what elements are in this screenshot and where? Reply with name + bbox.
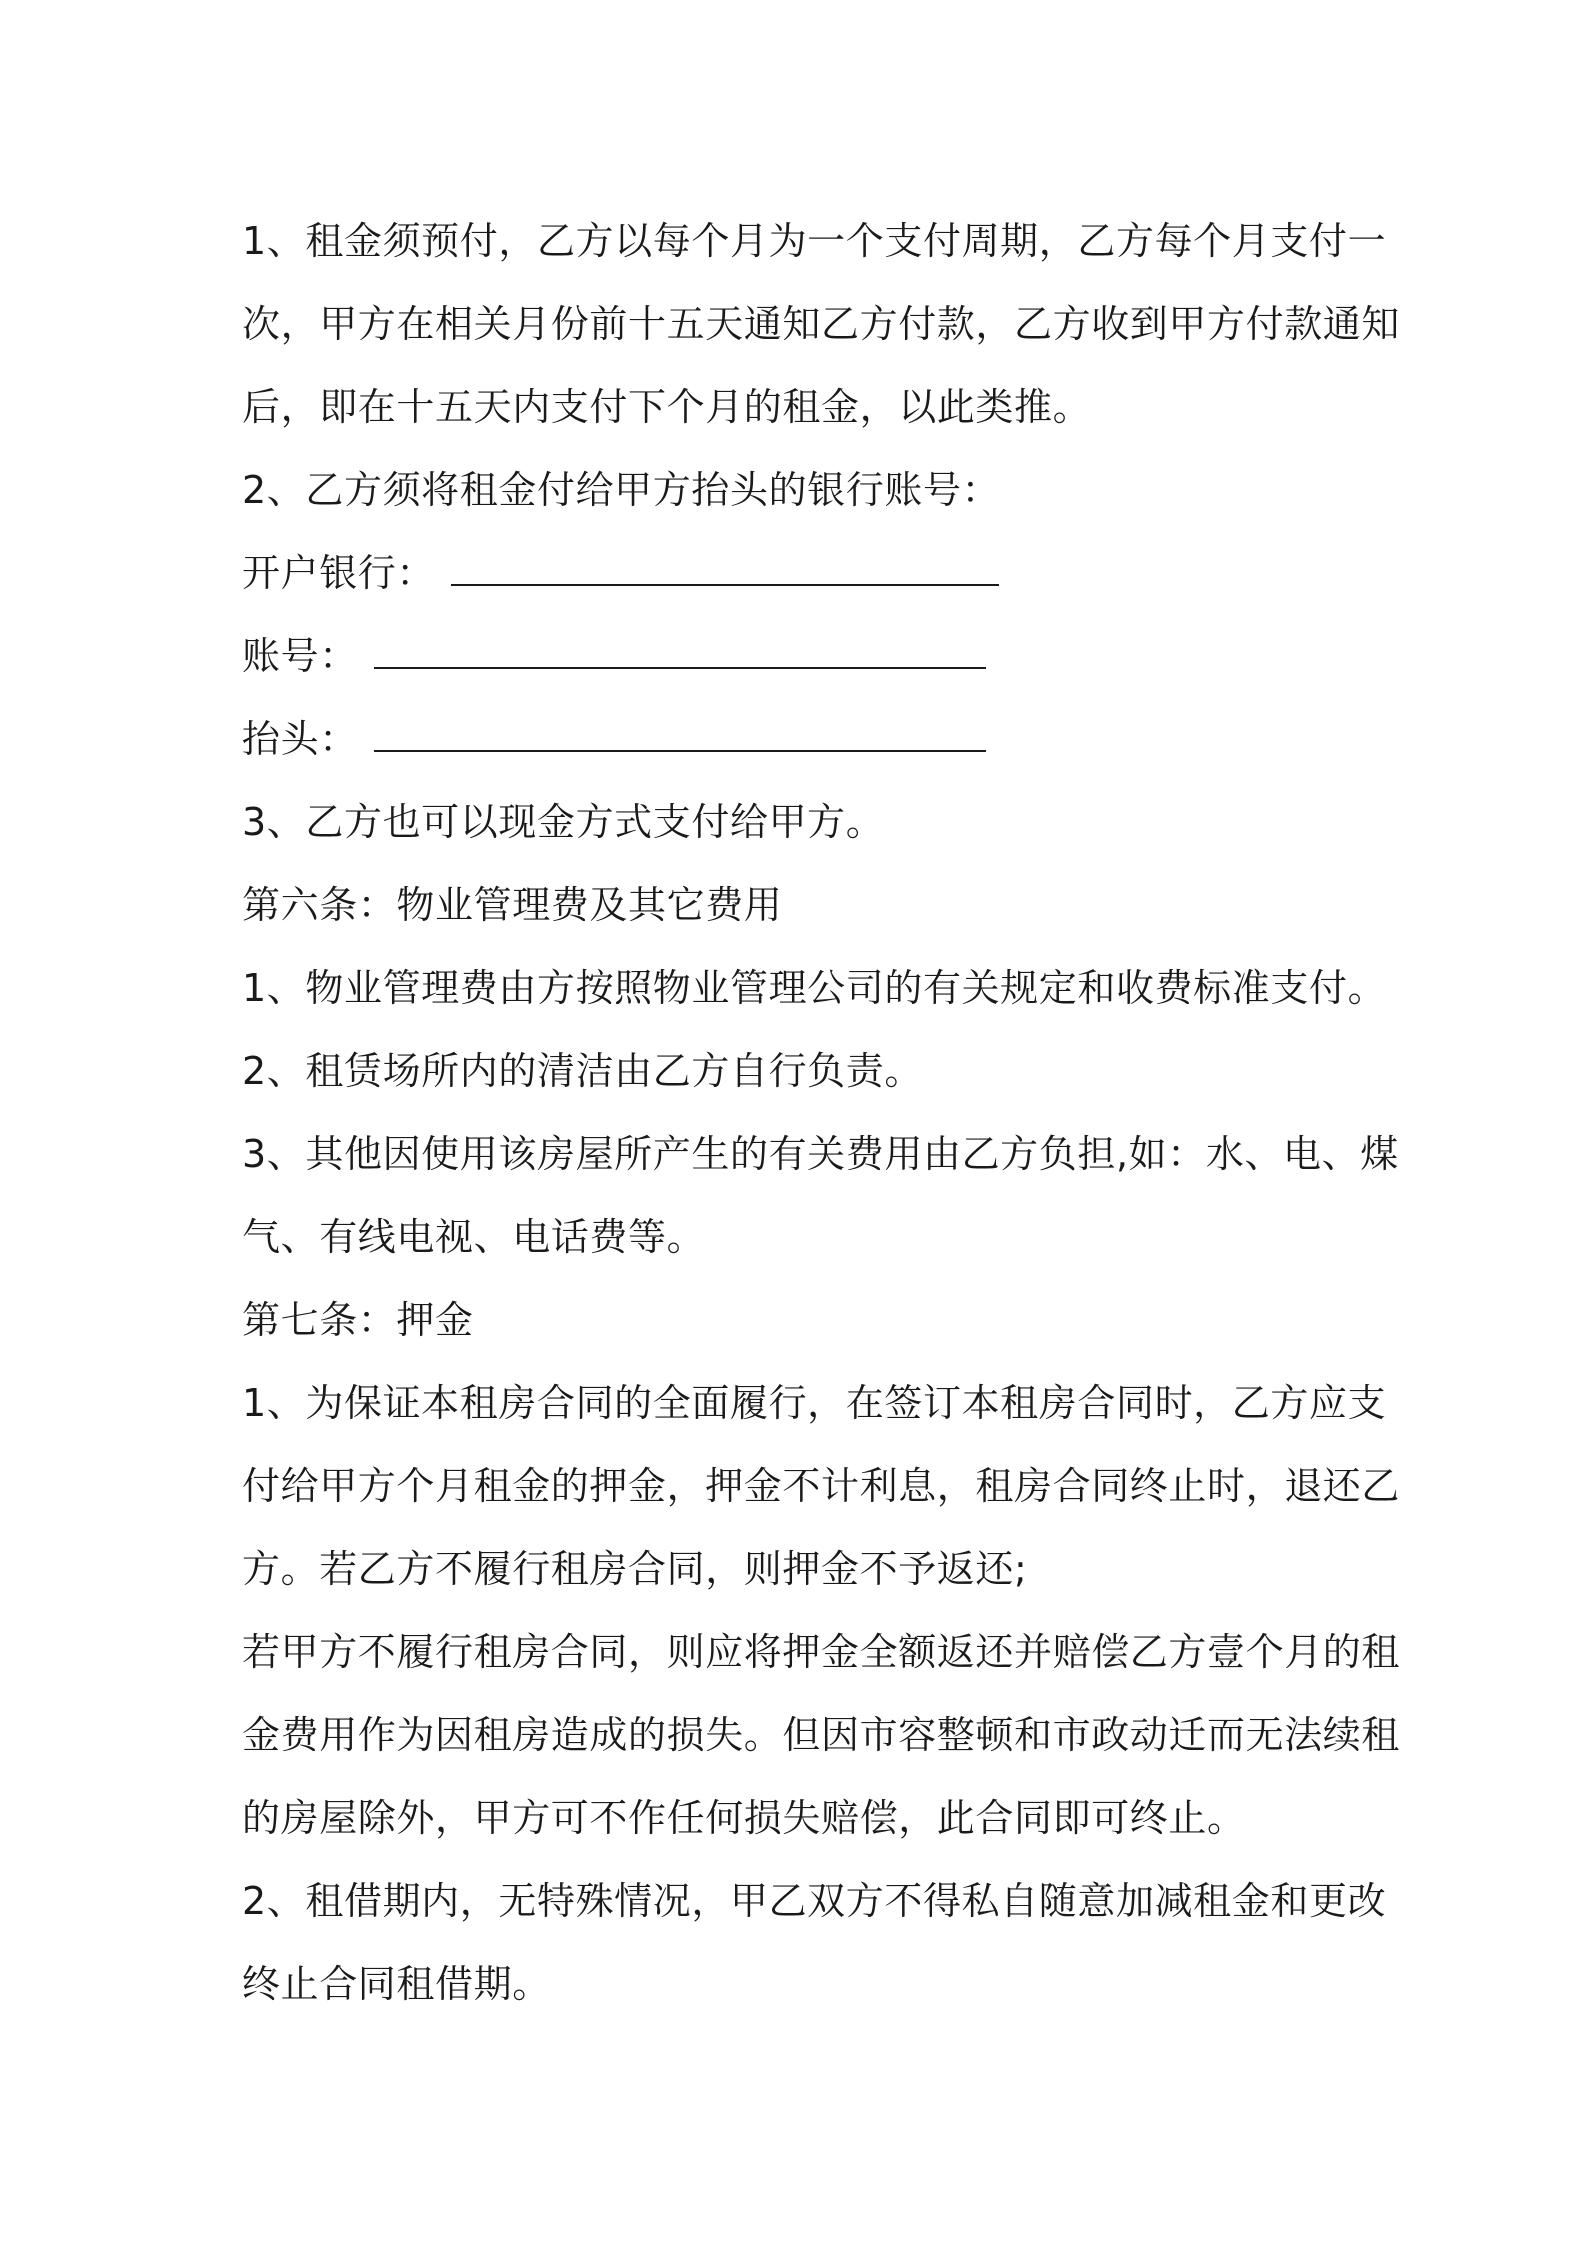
bank-label: 开户银行： xyxy=(242,551,436,595)
text-line: 1、物业管理费由方按照物业管理公司的有关规定和收费标准支付。 xyxy=(242,966,1387,1010)
text-line: 付给甲方个月租金的押金，押金不计利息，租房合同终止时，退还乙 xyxy=(242,1464,1401,1508)
text-line: 3、乙方也可以现金方式支付给甲方。 xyxy=(242,800,885,844)
document-page xyxy=(242,200,1401,2026)
bank-field-row xyxy=(242,532,1362,615)
text-line: 的房屋除外，甲方可不作任何损失赔偿，此合同即可终止。 xyxy=(242,1796,1246,1840)
bank-blank xyxy=(451,554,999,586)
section-heading: 第七条：押金 xyxy=(242,1298,474,1342)
text-line: 气、有线电视、电话费等。 xyxy=(242,1215,706,1259)
text-line: 后，即在十五天内支付下个月的租金，以此类推。 xyxy=(242,385,1092,429)
text-line: 2、租借期内，无特殊情况，甲乙双方不得私自随意加减租金和更改 xyxy=(242,1879,1387,1923)
text-line: 若甲方不履行租房合同，则应将押金全额返还并赔偿乙方壹个月的租 xyxy=(242,1630,1401,1674)
payee-field-row xyxy=(242,698,1362,781)
account-label: 账号： xyxy=(242,634,358,678)
text-line: 终止合同租借期。 xyxy=(242,1962,551,2006)
account-blank xyxy=(374,637,986,669)
section-heading: 第六条：物业管理费及其它费用 xyxy=(242,883,783,927)
text-line: 金费用作为因租房造成的损失。但因市容整顿和市政动迁而无法续租 xyxy=(242,1713,1401,1757)
text-line: 2、租赁场所内的清洁由乙方自行负责。 xyxy=(242,1049,923,1093)
text-line: 方。若乙方不履行租房合同，则押金不予返还; xyxy=(242,1547,1028,1591)
text-line: 次，甲方在相关月份前十五天通知乙方付款，乙方收到甲方付款通知 xyxy=(242,302,1401,346)
text-line: 1、为保证本租房合同的全面履行，在签订本租房合同时，乙方应支 xyxy=(242,1381,1387,1425)
text-line: 2、乙方须将租金付给甲方抬头的银行账号： xyxy=(242,468,1001,512)
text-line: 1、租金须预付，乙方以每个月为一个支付周期，乙方每个月支付一 xyxy=(242,219,1387,263)
payee-blank xyxy=(374,720,986,752)
account-field-row xyxy=(242,615,1362,698)
text-line: 3、其他因使用该房屋所产生的有关费用由乙方负担,如：水、电、煤 xyxy=(242,1132,1399,1176)
payee-label: 抬头： xyxy=(242,717,358,761)
